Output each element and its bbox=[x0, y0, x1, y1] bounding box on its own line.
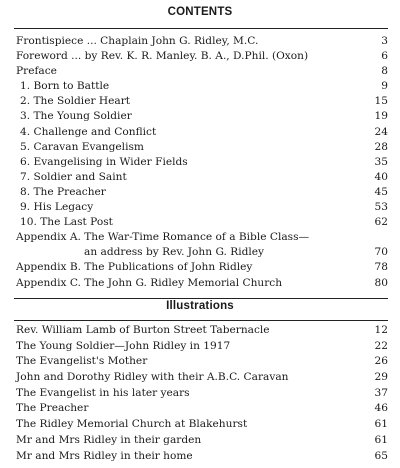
entry-title: The Evangelist's Mother bbox=[16, 355, 148, 368]
entry-title: The Evangelist in his later years bbox=[16, 386, 190, 399]
toc-entry bbox=[16, 339, 388, 355]
entry-title: Foreword ... by Rev. K. R. Manley. B. A., D.Phil. (Oxon) bbox=[16, 50, 309, 63]
toc-entry bbox=[16, 34, 388, 49]
toc-entry bbox=[16, 386, 388, 402]
entry-page-number: 45 bbox=[374, 185, 388, 198]
toc-entry bbox=[16, 140, 388, 155]
entry-page-number: 15 bbox=[374, 95, 388, 108]
entry-title: 8. The Preacher bbox=[20, 185, 106, 198]
entry-page-number: 61 bbox=[374, 418, 388, 431]
toc-entry bbox=[16, 449, 388, 465]
toc-entry bbox=[16, 417, 388, 433]
entry-title: Mr and Mrs Ridley in their home bbox=[16, 449, 193, 462]
entry-title: Preface bbox=[16, 65, 57, 78]
toc-entry bbox=[16, 276, 388, 291]
toc-entry bbox=[16, 230, 388, 245]
contents-top-rule bbox=[14, 28, 388, 29]
toc-entry bbox=[16, 200, 388, 215]
entry-title: 9. His Legacy bbox=[20, 201, 94, 214]
toc-entry bbox=[16, 354, 388, 370]
entry-page-number: 78 bbox=[374, 261, 388, 274]
entry-page-number: 80 bbox=[374, 276, 388, 289]
entry-page-number: 28 bbox=[374, 140, 388, 153]
entry-page-number: 29 bbox=[374, 371, 388, 384]
illustrations-list bbox=[16, 323, 388, 464]
entry-page-number: 22 bbox=[374, 339, 388, 352]
entry-page-number: 62 bbox=[374, 216, 388, 229]
illustrations-heading: Illustrations bbox=[166, 300, 234, 312]
entry-title: Rev. William Lamb of Burton Street Tabernacle bbox=[16, 324, 270, 336]
entry-title: 5. Caravan Evangelism bbox=[20, 140, 144, 153]
entry-page-number: 46 bbox=[374, 402, 388, 415]
entry-title: 1. Born to Battle bbox=[20, 80, 110, 93]
entry-title: Mr and Mrs Ridley in their garden bbox=[16, 433, 202, 446]
entry-page-number: 53 bbox=[374, 201, 388, 214]
entry-page-number: 8 bbox=[381, 65, 388, 78]
toc-entry bbox=[16, 155, 388, 170]
entry-title: The Young Soldier—John Ridley in 1917 bbox=[16, 339, 231, 352]
toc-entry bbox=[16, 170, 388, 185]
entry-page-number: 61 bbox=[374, 433, 388, 446]
contents-heading: CONTENTS bbox=[167, 6, 233, 18]
entry-page-number: 40 bbox=[374, 170, 388, 183]
section-divider bbox=[14, 298, 388, 299]
entry-page-number: 65 bbox=[374, 449, 388, 462]
toc-entry bbox=[16, 401, 388, 417]
entry-title: 6. Evangelising in Wider Fields bbox=[20, 155, 188, 168]
entry-page-number: 9 bbox=[381, 80, 388, 93]
entry-title: an address by Rev. John G. Ridley bbox=[84, 246, 265, 259]
toc-entry bbox=[16, 260, 388, 275]
entry-title: Frontispiece ... Chaplain John G. Ridley, M.C. bbox=[16, 35, 259, 47]
entry-page-number: 6 bbox=[381, 50, 388, 63]
toc-entry bbox=[16, 215, 388, 230]
contents-list bbox=[16, 34, 388, 291]
entry-page-number: 24 bbox=[374, 125, 388, 138]
entry-page-number: 70 bbox=[374, 246, 388, 259]
entry-page-number: 37 bbox=[374, 386, 388, 399]
entry-page-number: 19 bbox=[374, 110, 388, 123]
toc-entry bbox=[16, 323, 388, 339]
entry-title: 2. The Soldier Heart bbox=[20, 95, 131, 108]
toc-entry bbox=[16, 125, 388, 140]
entry-page-number: 3 bbox=[381, 35, 388, 47]
toc-entry bbox=[16, 109, 388, 124]
entry-title: Appendix A. The War-Time Romance of a Bible Class— bbox=[16, 231, 310, 244]
entry-title: 4. Challenge and Conflict bbox=[20, 125, 157, 138]
toc-entry bbox=[16, 94, 388, 109]
toc-entry bbox=[16, 245, 388, 260]
entry-title: 7. Soldier and Saint bbox=[20, 170, 127, 183]
entry-title: Appendix C. The John G. Ridley Memorial Church bbox=[16, 276, 283, 289]
entry-page-number: 26 bbox=[374, 355, 388, 368]
toc-entry bbox=[16, 49, 388, 64]
entry-title: John and Dorothy Ridley with their A.B.C. Caravan bbox=[16, 371, 289, 384]
toc-entry bbox=[16, 64, 388, 79]
toc-entry bbox=[16, 185, 388, 200]
entry-title: 3. The Young Soldier bbox=[20, 110, 132, 123]
entry-title: The Ridley Memorial Church at Blakehurst bbox=[16, 418, 248, 431]
toc-entry bbox=[16, 370, 388, 386]
illustrations-top-rule bbox=[14, 320, 388, 321]
toc-entry bbox=[16, 79, 388, 94]
entry-page-number: 12 bbox=[374, 324, 388, 336]
entry-title: 10. The Last Post bbox=[20, 216, 113, 229]
entry-page-number: 35 bbox=[374, 155, 388, 168]
entry-title: Appendix B. The Publications of John Ridley bbox=[16, 261, 253, 274]
entry-title: The Preacher bbox=[16, 402, 89, 415]
toc-entry bbox=[16, 433, 388, 449]
